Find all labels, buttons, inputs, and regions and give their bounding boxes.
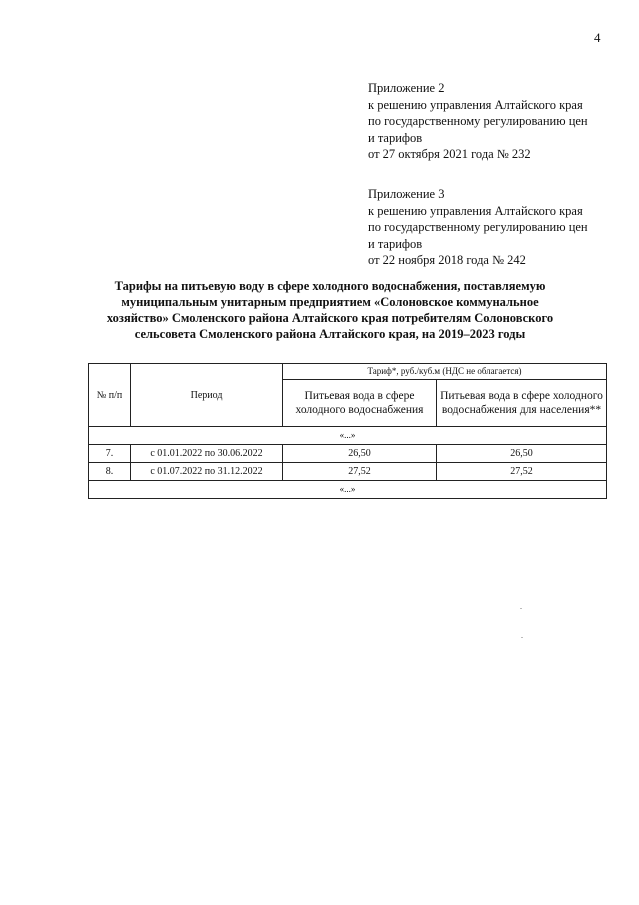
row-tariff-b: 26,50 bbox=[437, 445, 607, 463]
document-title bbox=[90, 278, 570, 342]
title-line: Тарифы на питьевую воду в сфере холодного водоснабжения, поставляемую bbox=[114, 279, 546, 293]
row-period: с 01.07.2022 по 31.12.2022 bbox=[131, 463, 283, 481]
row-tariff-a: 27,52 bbox=[283, 463, 437, 481]
header-drinking-water: Питьевая вода в сфере холодного водоснабжения bbox=[283, 380, 437, 427]
appendix-line: и тарифов bbox=[368, 236, 423, 251]
page-number: 4 bbox=[594, 30, 601, 45]
appendix-line: Приложение 3 bbox=[368, 187, 445, 201]
header-period: Период bbox=[131, 364, 283, 427]
table-row bbox=[89, 445, 607, 463]
title-line: муниципальным унитарным предприятием «Солоновское коммунальное bbox=[121, 295, 539, 309]
table-row bbox=[89, 481, 607, 499]
appendix-line: от 22 ноября 2018 года № 242 bbox=[368, 253, 526, 267]
ellipsis-cell: «...» bbox=[89, 427, 607, 445]
row-tariff-a: 26,50 bbox=[283, 445, 437, 463]
table-row bbox=[89, 463, 607, 481]
appendix-3-header bbox=[368, 186, 618, 269]
appendix-line: по государственному регулированию цен bbox=[368, 220, 588, 234]
tariff-table bbox=[88, 363, 607, 499]
appendix-line: к решению управления Алтайского края bbox=[368, 97, 583, 112]
row-num: 8. bbox=[89, 463, 131, 481]
scan-speck bbox=[520, 608, 522, 609]
table-row bbox=[89, 427, 607, 445]
appendix-line: по государственному регулированию цен bbox=[368, 114, 588, 128]
ellipsis-cell: «...» bbox=[89, 481, 607, 499]
title-line: сельсовета Смоленского района Алтайского края, на 2019–2023 годы bbox=[134, 327, 526, 341]
scan-speck bbox=[521, 637, 523, 638]
header-tariff: Тариф*, руб./куб.м (НДС не облагается) bbox=[283, 364, 607, 380]
row-tariff-b: 27,52 bbox=[437, 463, 607, 481]
title-line: хозяйство» Смоленского района Алтайского края потребителям Солоновского bbox=[106, 311, 554, 325]
appendix-line: к решению управления Алтайского края bbox=[368, 203, 583, 218]
appendix-line: от 27 октября 2021 года № 232 bbox=[368, 147, 531, 161]
row-num: 7. bbox=[89, 445, 131, 463]
appendix-line: и тарифов bbox=[368, 130, 423, 145]
row-period: с 01.01.2022 по 30.06.2022 bbox=[131, 445, 283, 463]
header-num: № п/п bbox=[89, 364, 131, 427]
appendix-2-header bbox=[368, 80, 618, 163]
appendix-line: Приложение 2 bbox=[368, 81, 445, 95]
header-drinking-water-population: Питьевая вода в сфере холодного водоснабжения для населения** bbox=[437, 380, 607, 427]
